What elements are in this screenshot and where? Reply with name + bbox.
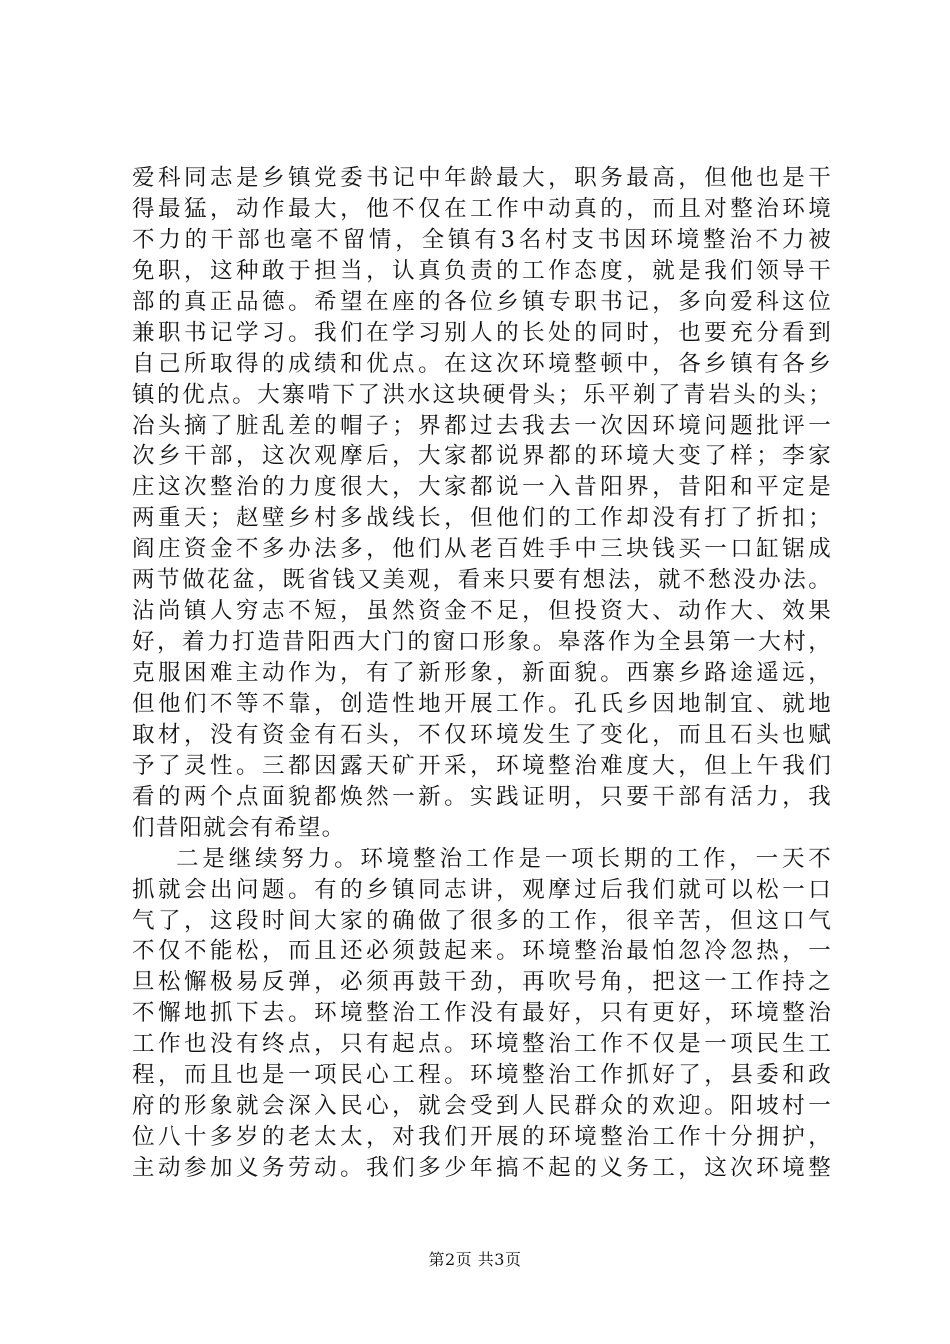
text-line: 但他们不等不靠，创造性地开展工作。孔氏乡因地制宜、就地	[132, 690, 832, 717]
text-line: 予了灵性。三都因露天矿开采，环境整治难度大，但上午我们	[132, 752, 832, 779]
body-text	[132, 163, 832, 1184]
text-line: 次乡干部，这次观摩后，大家都说界都的环境大变了样；李家	[132, 443, 832, 470]
text-line: 旦松懈极易反弹，必须再鼓干劲，再吹号角，把这一工作持之	[132, 969, 832, 996]
text-line: 不懈地抓下去。环境整治工作没有最好，只有更好，环境整治	[132, 1000, 832, 1027]
text-line: 气了，这段时间大家的确做了很多的工作，很辛苦，但这口气	[132, 907, 832, 934]
text-line: 部的真正品德。希望在座的各位乡镇专职书记，多向爱科这位	[132, 288, 832, 315]
text-line: 两重天；赵壁乡村多战线长，但他们的工作却没有打了折扣；	[132, 505, 832, 532]
text-line: 克服困难主动作为，有了新形象，新面貌。西寨乡路途遥远，	[132, 660, 832, 686]
text-line: 不力的干部也毫不留情，全镇有3名村支书因环境整治不力被	[132, 226, 832, 253]
text-line: 兼职书记学习。我们在学习别人的长处的同时，也要充分看到	[132, 319, 832, 346]
text-line: 抓就会出问题。有的乡镇同志讲，观摩过后我们就可以松一口	[132, 876, 832, 903]
text-line: 爱科同志是乡镇党委书记中年龄最大，职务最高，但他也是干	[132, 165, 832, 191]
text-line: 看的两个点面貌都焕然一新。实践证明，只要干部有活力，我	[132, 783, 832, 810]
page-footer	[0, 1250, 950, 1270]
text-line: 沾尚镇人穷志不短，虽然资金不足，但投资大、动作大、效果	[132, 598, 832, 625]
text-line: 不仅不能松，而且还必须鼓起来。环境整治最怕忽冷忽热，一	[132, 938, 832, 965]
text-line: 庄这次整治的力度很大，大家都说一入昔阳界，昔阳和平定是	[132, 474, 832, 501]
text-line: 取材，没有资金有石头，不仅环境发生了变化，而且石头也赋	[132, 721, 832, 748]
text-line: 好，着力打造昔阳西大门的窗口形象。皋落作为全县第一大村，	[132, 629, 832, 656]
text-line: 位八十多岁的老太太，对我们开展的环境整治工作十分拥护，	[132, 1124, 832, 1151]
text-line: 自己所取得的成绩和优点。在这次环境整顿中，各乡镇有各乡	[132, 350, 832, 377]
text-line: 阎庄资金不多办法多，他们从老百姓手中三块钱买一口缸锯成	[132, 536, 832, 563]
text-line: 免职，这种敢于担当，认真负责的工作态度，就是我们领导干	[132, 257, 832, 284]
text-line: 得最猛，动作最大，他不仅在工作中动真的，而且对整治环境	[132, 195, 832, 222]
page-number: 第2页 共3页	[428, 1250, 522, 1269]
text-line: 镇的优点。大寨啃下了洪水这块硬骨头；乐平剃了青岩头的头；	[132, 381, 832, 408]
text-line: 主动参加义务劳动。我们多少年搞不起的义务工，这次环境整	[132, 1155, 832, 1181]
text-line: 工作也没有终点，只有起点。环境整治工作不仅是一项民生工	[132, 1031, 832, 1058]
text-line: 两节做花盆，既省钱又美观，看来只要有想法，就不愁没办法。	[132, 567, 832, 594]
text-line: 们昔阳就会有希望。	[132, 814, 346, 841]
text-line: 程，而且也是一项民心工程。环境整治工作抓好了，县委和政	[132, 1062, 832, 1089]
text-line: 冶头摘了脏乱差的帽子；界都过去我去一次因环境问题批评一	[132, 412, 832, 439]
text-line: 二是继续努力。环境整治工作是一项长期的工作，一天不	[176, 845, 832, 872]
text-line: 府的形象就会深入民心，就会受到人民群众的欢迎。阳坡村一	[132, 1093, 832, 1120]
